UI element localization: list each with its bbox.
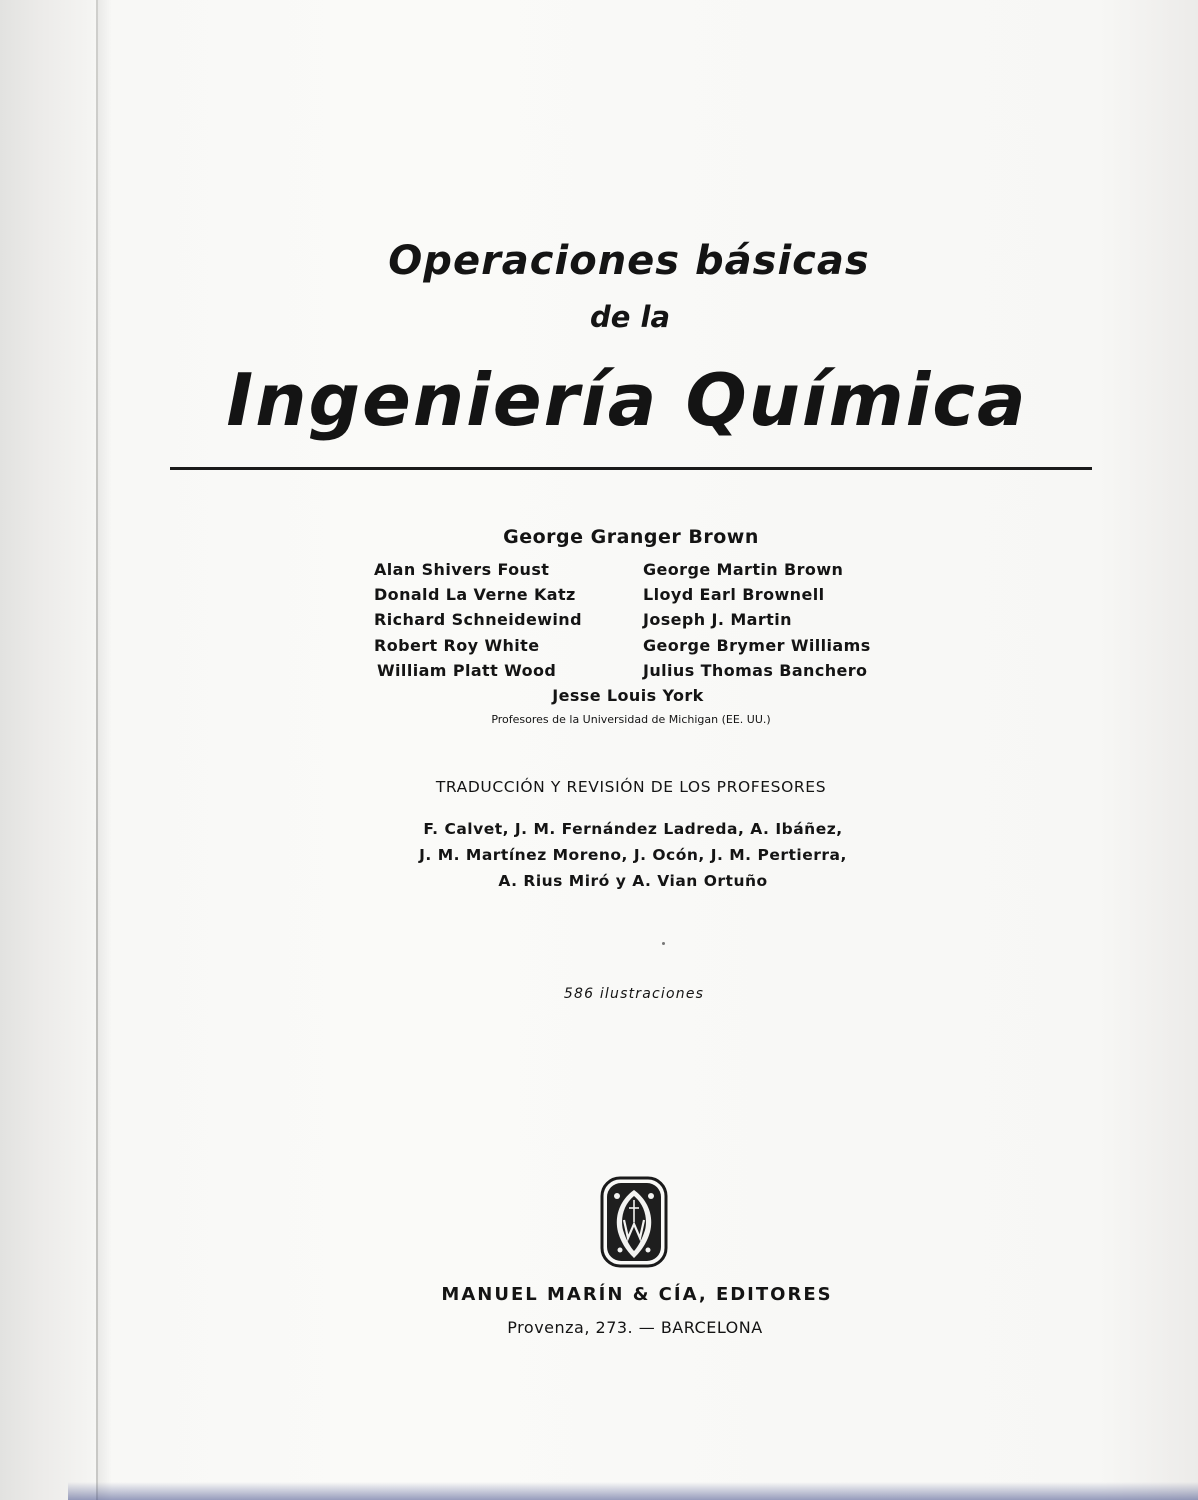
cover-edge	[68, 1482, 1198, 1500]
title-line-3: Ingeniería Química	[226, 358, 1028, 442]
translator-line: J. M. Martínez Moreno, J. Ocón, J. M. Pertierra,	[419, 846, 847, 864]
author-name: Alan Shivers Foust	[374, 560, 550, 579]
author-name: Richard Schneidewind	[374, 610, 582, 630]
title-line-2: de la	[589, 300, 671, 334]
author-name: William Platt Wood	[377, 660, 557, 680]
author-row	[374, 560, 894, 585]
title-rule	[170, 467, 1092, 470]
author-row	[374, 661, 894, 686]
author-row	[374, 585, 894, 610]
author-name: Julius Thomas Banchero	[643, 660, 868, 680]
publisher-mark-icon	[600, 1176, 668, 1268]
author-row	[374, 610, 894, 635]
translation-heading: TRADUCCIÓN Y REVISIÓN DE LOS PROFESORES	[435, 778, 827, 796]
author-name: Robert Roy White	[374, 635, 540, 655]
author-name: Joseph J. Martin	[643, 610, 792, 630]
author-name: George Martin Brown	[643, 560, 844, 579]
translator-line: A. Rius Miró y A. Vian Ortuño	[498, 872, 768, 890]
translator-list	[419, 816, 847, 894]
author-row	[374, 636, 894, 661]
translator-line: F. Calvet, J. M. Fernández Ladreda, A. Ibáñez,	[423, 820, 843, 838]
page-fold-shadow	[98, 0, 112, 1500]
author-name: George Brymer Williams	[643, 635, 871, 655]
lead-author: George Granger Brown	[503, 526, 759, 548]
paper-speck	[662, 942, 665, 945]
author-list	[374, 560, 894, 686]
author-name: Lloyd Earl Brownell	[643, 585, 825, 605]
author-affiliation: Profesores de la Universidad de Michigan (EE. UU.)	[491, 713, 771, 726]
publisher-address: Provenza, 273. — BARCELONA	[507, 1318, 763, 1337]
publisher-name: MANUEL MARÍN & CÍA, EDITORES	[441, 1284, 833, 1305]
illustrations-count: 586 ilustraciones	[563, 986, 705, 1002]
author-name: Donald La Verne Katz	[374, 585, 576, 605]
title-line-1: Operaciones básicas	[388, 238, 870, 284]
last-author: Jesse Louis York	[552, 686, 704, 705]
